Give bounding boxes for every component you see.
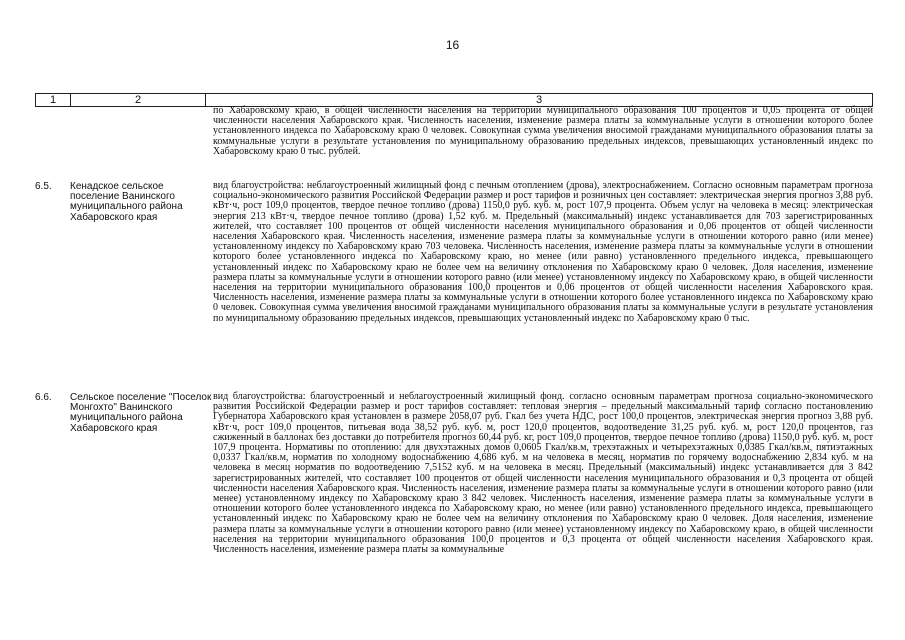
row-number: 6.5. xyxy=(35,181,52,192)
municipality-name: Кенадское сельское поселение Ванинского муниципального района Хабаровского края xyxy=(70,181,183,223)
page-number: 16 xyxy=(445,38,460,52)
row-description: вид благоустройства: неблагоустроенный жилищный фонд с печным отоплением (дрова), электроснабжением. Согласно основным параметрам прогноза социально-экономического развития Российской Федерации размер и рост тарифов и розничных цен составляет: электрическая энергия прогноз 3,88 руб. кВт·ч, рост 109,0 процентов, твердое печное топливо (дрова) 1150,0 руб. куб. м, рост 107,9 процента. Объем услуг на человека в месяц: электрическая энергия 213 кВт·ч, твердое печное топливо (дрова) 1,52 куб. м. Предельный (максимальный) индекс устанавливается для 703 зарегистрированных жителей, что составляет 100 процентов от общей численности населения муниципального образования и 0,06 процентов от общей численности населения Хабаровского края. Численность населения, изменение размера платы за коммунальные услуги в отношении которого равно (или менее) установленному индексу по Хабаровскому краю 703 человека. Численность населения, изменение размера платы за коммунальные услуги в отношении которого более установленного индекса по Хабаровскому краю, но менее (или равно) установленного предельного индекса, превышающего установленный индекс по Хабаровскому краю не более чем на величину отклонения по Хабаровскому краю 0 человек. Доля населения, изменение размера платы за коммунальные услуги в отношении которого равно (или менее) установленному индексу по Хабаровскому краю, в общей численности населения на территории муниципального образования 100,0 процентов и 0,06 процентов от общей численности населения Хабаровского края. Численность населения, изменение размера платы за коммунальные услуги в отношении которого более установленного индекса по Хабаровскому краю 0 человек. Совокупная сумма увеличения вносимой гражданами муниципального образования платы за коммунальные услуги в результате установления по муниципальному образованию предельных индексов, превышающих установленный индекс по Хабаровскому краю 0 тыс. xyxy=(213,180,873,324)
municipality-name: Сельское поселение "Поселок Монгохто" Ванинского муниципального района Хабаровского края xyxy=(70,392,212,434)
column-header-3: 3 xyxy=(535,94,543,106)
continuation-text: по Хабаровскому краю, в общей численности населения на территории муниципального образования 100 процентов и 0,05 процента от общей численности населения Хабаровского края. Численность населения, изменение размера платы за коммунальные услуги в отношении которого более установленного индекса по Хабаровскому краю 0 человек. Совокупная сумма увеличения вносимой гражданами муниципального образования платы за коммунальные услуги в результате установления по муниципальному образованию предельных индексов, превышающих установленный индекс по Хабаровскому краю 0 тыс. рублей. xyxy=(213,105,873,157)
row-description: вид благоустройства: благоустроенный и неблагоустроенный жилищный фонд. согласно основным параметрам прогноза социально-экономического развития Российской Федерации размер и рост тарифов составляет: тепловая энергия – предельный максимальный тариф согласно постановлению Губернатора Хабаровского края установлен в размере 2058,07 руб. Гкал без учета НДС, рост 100,0 процентов, электрическая энергия прогноз 3,88 руб. кВт·ч, рост 109,0 процентов, питьевая вода 38,52 руб. куб. м, рост 120,0 процентов, водоотведение 31,25 руб. куб. м, рост 120,0 процентов, газ сжиженный в баллонах без доставки до потребителя прогноз 60,44 руб. кг, рост 109,0 процентов, твердое печное топливо (дрова) 1150,0 руб. куб. м, рост 107,9 процента. Нормативы по отоплению: для двухэтажных домов 0,0605 Гкал/кв.м, трехэтажных и четырехэтажных 0,0385 Гкал/кв.м, пятиэтажных 0,0337 Гкал/кв.м, норматив по холодному водоснабжению 4,686 куб. м на человека в месяц, норматив по горячему водоснабжению 2,834 куб. м на человека в месяц норматив по водоотведению 7,5152 куб. м на человека в месяц. Предельный (максимальный) индекс устанавливается для 3 842 зарегистрированных жителей, что составляет 100 процентов от общей численности населения муниципального образования и 0,3 процента от общей численности населения Хабаровского края. Численность населения, изменение размера платы за коммунальные услуги в отношении которого равно (или менее) установленному индексу по Хабаровскому краю 3 842 человек. Численность населения, изменение размера платы за коммунальные услуги в отношении которого более установленного индекса по Хабаровскому краю, но менее (или равно) установленного предельного индекса, превышающего установленный индекс по Хабаровскому краю не более чем на величину отклонения по Хабаровскому краю 0 человек. Доля населения, изменение размера платы за коммунальные услуги в отношении которого равно (или менее) установленному индексу по Хабаровскому краю, в общей численности населения на территории муниципального образования 100,0 процентов и 0,3 процента от общей численности населения Хабаровского края. Численность населения, изменение размера платы за коммунальные xyxy=(213,391,873,556)
column-header-2: 2 xyxy=(71,94,206,106)
column-header-1: 1 xyxy=(36,94,71,106)
table-row xyxy=(35,181,873,324)
row-number: 6.6. xyxy=(35,392,52,403)
table-row xyxy=(35,392,873,555)
